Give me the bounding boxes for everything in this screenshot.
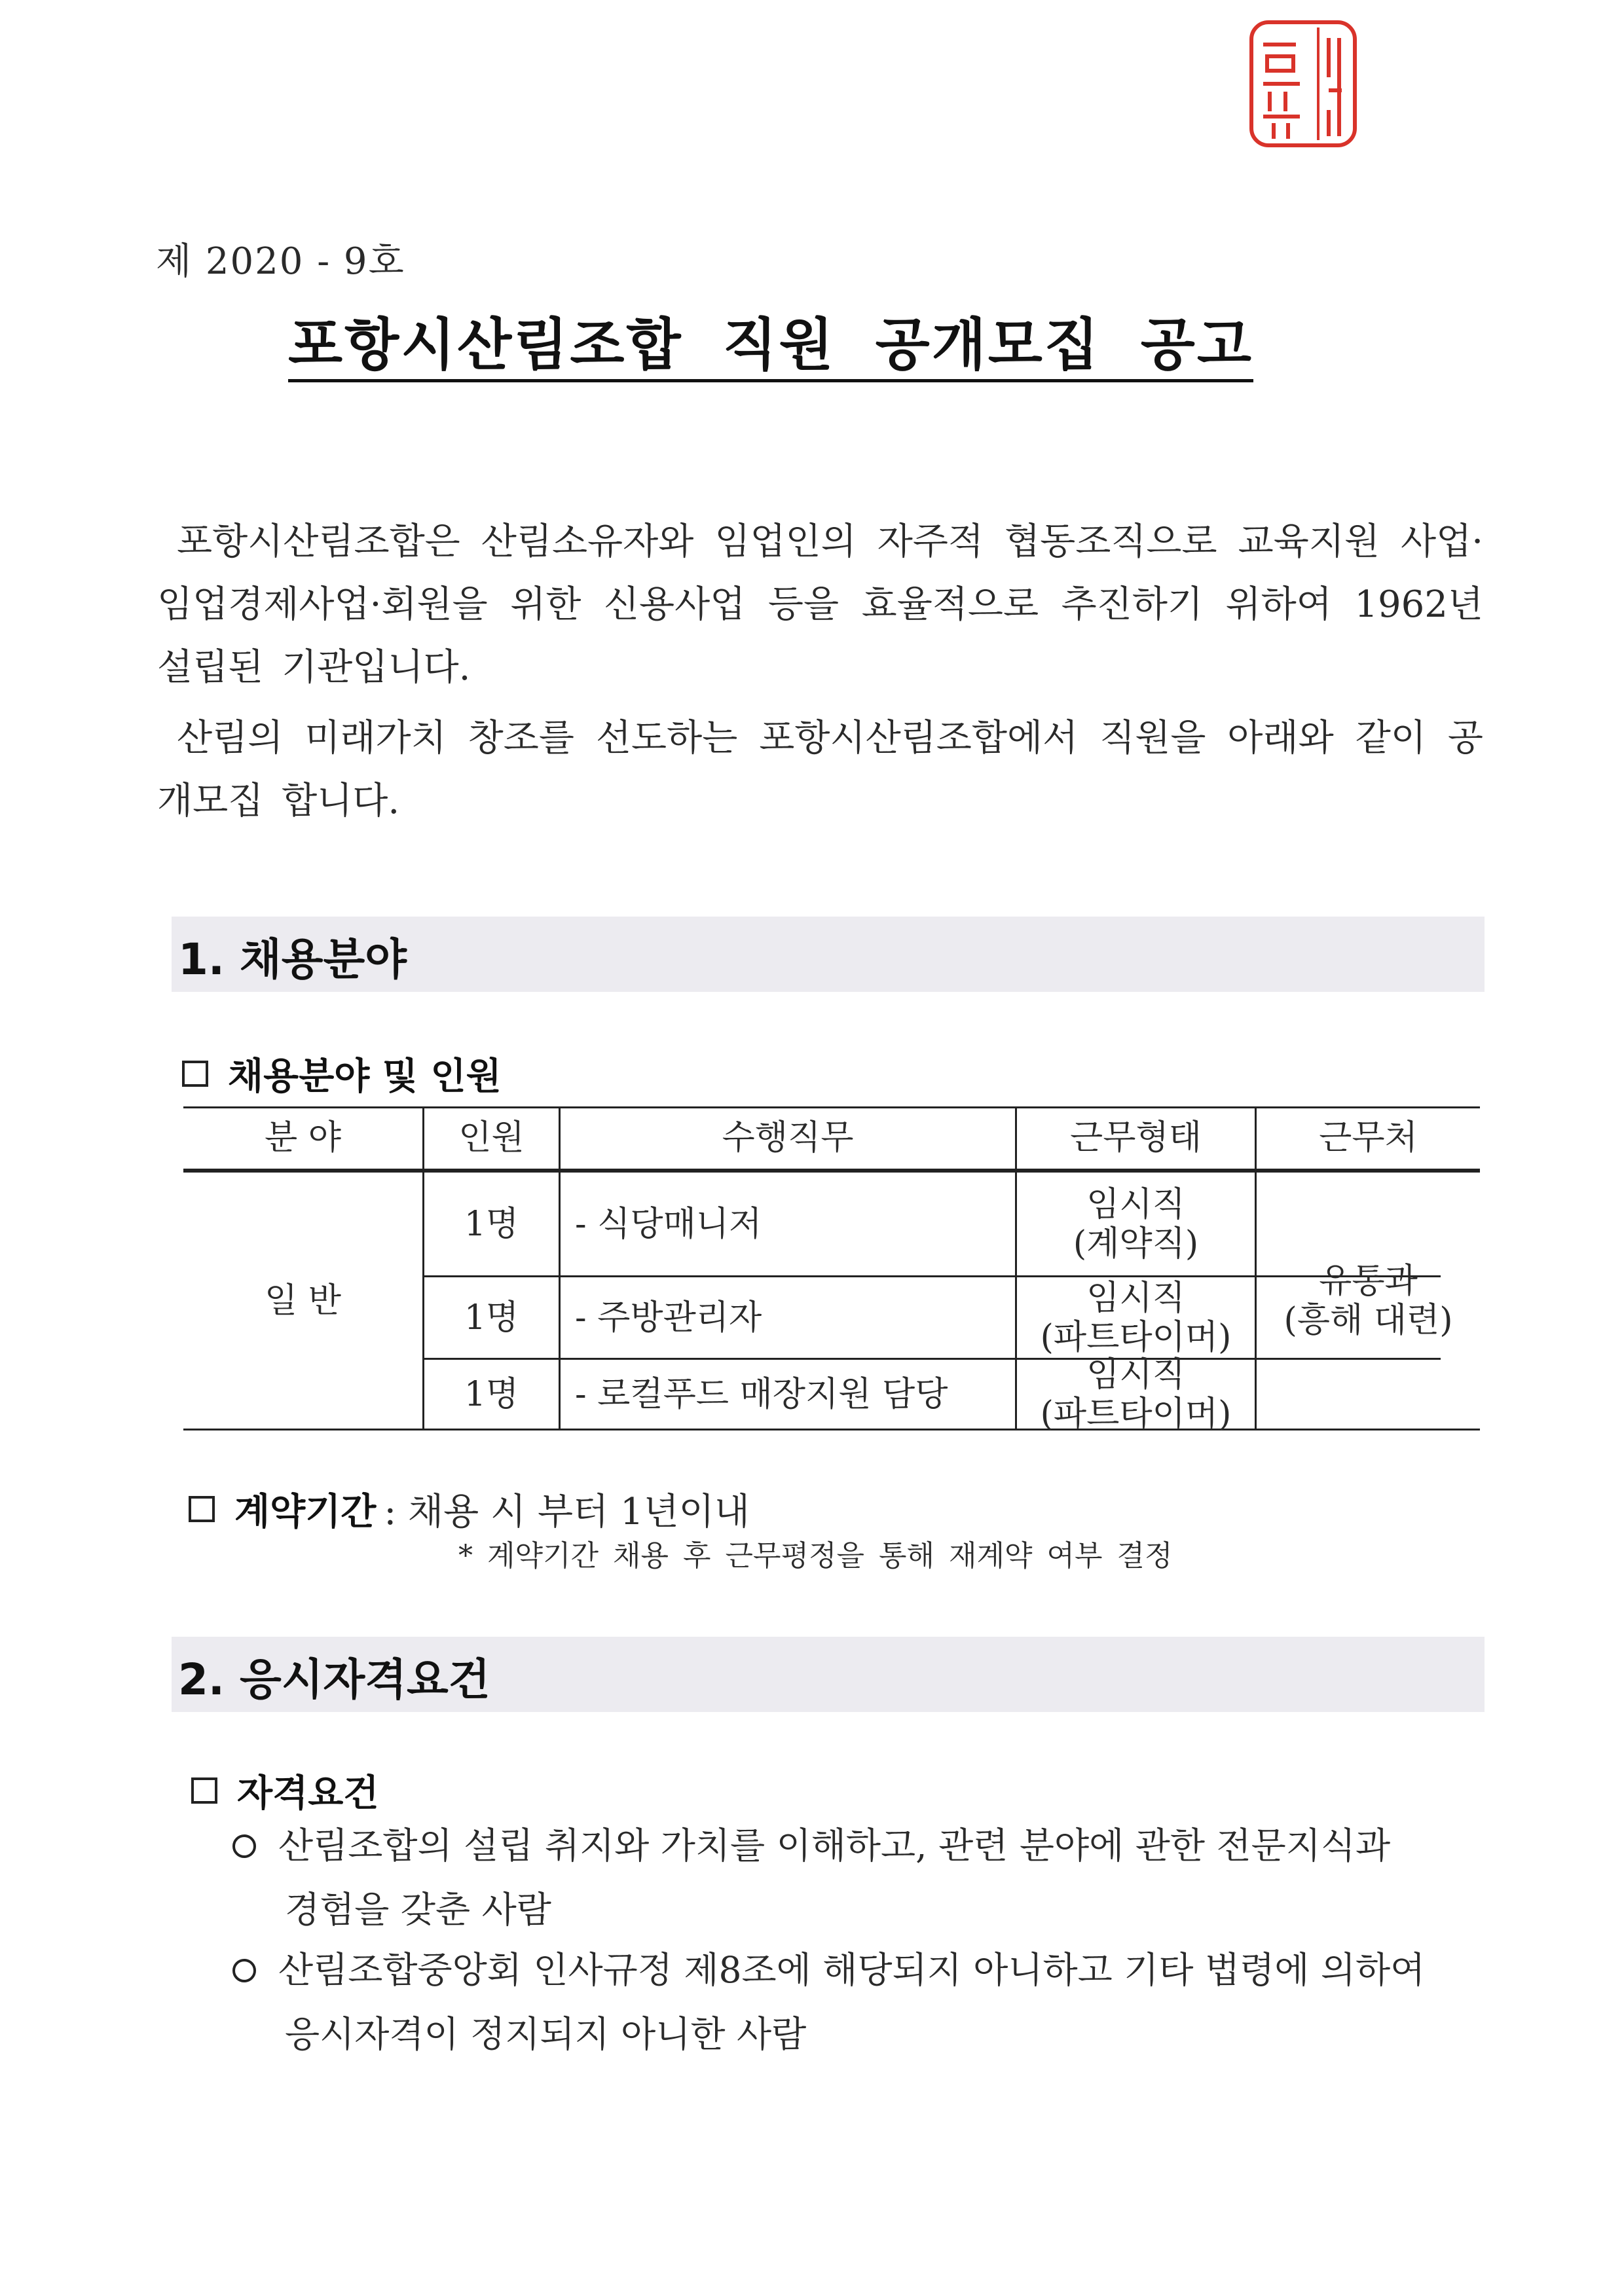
- qualification-subheading-label: 자격요건: [237, 1772, 379, 1815]
- qualification-item-line-1: 산림조합의 설립 취지와 가치를 이해하고, 관련 분야에 관한 전문지식과: [278, 1825, 1391, 1867]
- table-cell-count: 1명: [464, 1204, 519, 1244]
- type-line-1: 임시직: [1086, 1184, 1185, 1224]
- recruitment-table: [183, 1106, 1480, 1434]
- qualification-item-line-2: 경험을 갖춘 사람: [285, 1889, 551, 1931]
- intro-paragraph-2: 산림의 미래가치 창조를 선도하는 포항시산림조합에서 직원을 아래와 같이 공개모집 합니다.: [157, 717, 1483, 822]
- checkbox-square-icon: [182, 1061, 208, 1087]
- table-cell-workplace: [1257, 1173, 1480, 1429]
- table-header-workplace: 근무처: [1319, 1118, 1418, 1157]
- type-line-1: 임시직: [1086, 1278, 1185, 1318]
- qualification-item: [232, 1813, 1477, 1942]
- official-seal: [1247, 18, 1359, 149]
- section-1-header: [172, 917, 1485, 992]
- type-line-2: (파트타이머): [1040, 1394, 1232, 1434]
- contract-period-value: : 채용 시 부터 1년이내: [384, 1491, 750, 1533]
- table-header-field: 분 야: [265, 1118, 341, 1157]
- table-cell-count: 1명: [464, 1374, 519, 1414]
- document-number: 제 2020 - 9호: [156, 240, 405, 283]
- circle-bullet-icon: [232, 1959, 256, 1982]
- table-cell-duty: - 주방관리자: [575, 1298, 762, 1338]
- recruitment-subheading: [182, 1048, 502, 1100]
- table-cell-duty: - 식당매니저: [575, 1204, 762, 1244]
- circle-bullet-icon: [232, 1834, 256, 1858]
- type-line-1: 임시직: [1086, 1355, 1185, 1394]
- checkbox-square-icon: [189, 1496, 215, 1522]
- table-cell-type: [1017, 1355, 1255, 1434]
- table-header-count: 인원: [458, 1118, 525, 1157]
- table-cell-count: 1명: [464, 1298, 519, 1338]
- type-line-2: (파트타이머): [1040, 1317, 1232, 1357]
- contract-note: * 계약기간 채용 후 근무평정을 통해 재계약 여부 결정: [458, 1539, 1173, 1573]
- recruitment-subheading-label: 채용분야 및 인원: [228, 1055, 502, 1098]
- qualification-subheading: [191, 1764, 378, 1817]
- contract-period: [189, 1483, 750, 1535]
- workplace-line-2: (흥해 대련): [1283, 1300, 1453, 1340]
- table-cell-field: 일 반: [265, 1281, 341, 1321]
- type-line-2: (계약직): [1073, 1224, 1199, 1264]
- intro-paragraph-1: 포항시산림조합은 산림소유자와 임업인의 자주적 협동조직으로 교육지원 사업·임업경제사업·회원을 위한 신용사업 등을 효율적으로 추진하기 위하여 1962년 설립된 기관입니다.: [157, 520, 1483, 689]
- section-2-title: 2. 응시자격요건: [178, 1654, 490, 1705]
- qualification-item: [232, 1938, 1477, 2066]
- table-cell-duty: - 로컬푸드 매장지원 담당: [575, 1374, 948, 1414]
- checkbox-square-icon: [191, 1777, 217, 1804]
- workplace-line-1: 유통과: [1319, 1261, 1418, 1301]
- page-title: 포항시산림조합 직원 공개모집 공고: [288, 314, 1253, 382]
- qualification-item-line-2: 응시자격이 정지되지 아니한 사람: [285, 2013, 807, 2055]
- table-cell-type: [1017, 1277, 1255, 1358]
- qualification-item-line-1: 산림조합중앙회 인사규정 제8조에 해당되지 아니하고 기타 법령에 의하여: [278, 1949, 1426, 1991]
- table-cell-type: [1017, 1173, 1255, 1275]
- table-header-type: 근무형태: [1070, 1118, 1202, 1157]
- table-header-duty: 수행직무: [722, 1118, 854, 1157]
- contract-period-label: 계약기간: [234, 1491, 377, 1533]
- section-1-title: 1. 채용분야: [178, 934, 407, 985]
- section-2-header: [172, 1637, 1485, 1712]
